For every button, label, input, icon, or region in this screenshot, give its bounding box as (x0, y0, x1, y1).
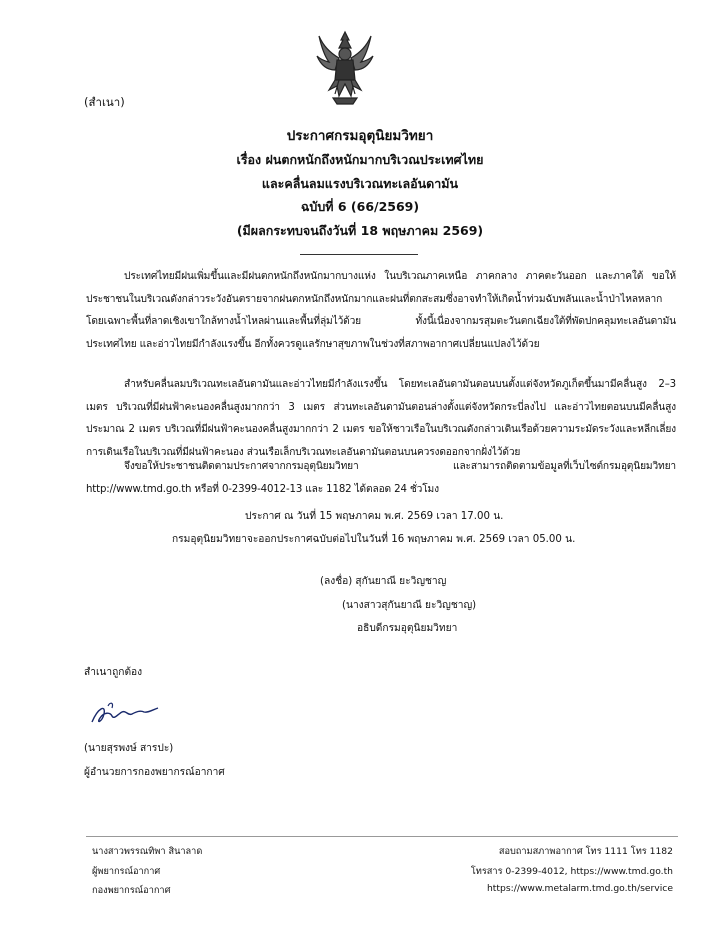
announcement-subject: เรื่อง ฝนตกหนักถึงหนักมากบริเวณประเทศไทย (236, 152, 484, 167)
handwritten-signature (88, 700, 162, 730)
signatory-position: อธิบดีกรมอุตุนิยมวิทยา (357, 623, 458, 634)
announcement-title: ประกาศกรมอุตุนิยมวิทยา (286, 128, 434, 144)
body-paragraph-waves: สำหรับคลื่นลมบริเวณทะเลอันดามันและอ่าวไทยมีกำลังแรงขึ้น โดยทะเลอันดามันตอนบนตั้งแต่จังหวัดภูเก็ตขึ้นมามีคลื่นสูง 2–3 เมตร บริเวณที่มีฝนฟ้าคะนองคลื่นสูงมากกว่า 3 เมตร ส่วนทะเลอันดามันตอนล่างตั้งแต่จังหวัดกระบี่ลงไป และอ่าวไทยตอนบนมีคลื่นสูงประมาณ 2 เมตร บริเวณที่มีฝนฟ้าคะนองคลื่นสูงมากกว่า 2 เมตร ขอให้ชาวเรือในบริเวณดังกล่าวเดินเรือด้วยความระมัดระวังและหลีกเลี่ยงการเดินเรือในบริเวณที่มีฝนฟ้าคะนอง ส่วนเรือเล็กบริเวณทะเลอันดามันตอนบนควรงดออกจากฝั่งไว้ด้วย (86, 379, 676, 458)
certified-copy-label: สำเนาถูกต้อง (84, 667, 143, 678)
footer-forecaster-name: นางสาวพรรณทิพา สินาลาด (92, 846, 203, 857)
issue-number: ฉบับที่ 6 (66/2569) (300, 199, 420, 214)
footer-divider (86, 836, 678, 837)
issued-datetime: ประกาศ ณ วันที่ 15 พฤษภาคม พ.ศ. 2569 เวลา 17.00 น. (245, 511, 504, 522)
body-paragraph-contact: จึงขอให้ประชาชนติดตามประกาศจากกรมอุตุนิยมวิทยา และสามารถติดตามข้อมูลที่เว็บไซต์กรมอุตุนิยมวิทยา http://www.tmd.go.th หรือที่ 0-2399-4012-13 และ 1182 ได้ตลอด 24 ชั่วโมง (86, 461, 676, 495)
announcement-subject-line2: และคลื่นลมแรงบริเวณทะเลอันดามัน (261, 176, 459, 191)
copy-tag: (สำเนา) (84, 95, 125, 109)
footer-division: กองพยากรณ์อากาศ (92, 885, 171, 896)
footer-forecaster-role: ผู้พยากรณ์อากาศ (92, 866, 161, 877)
effective-period: (มีผลกระทบจนถึงวันที่ 18 พฤษภาคม 2569) (236, 223, 484, 238)
header-divider (300, 254, 418, 255)
footer-fax-website: โทรสาร 0-2399-4012, https://www.tmd.go.th (470, 866, 673, 877)
certifier-position: ผู้อำนวยการกองพยากรณ์อากาศ (84, 767, 225, 778)
body-paragraph-rain: ประเทศไทยมีฝนเพิ่มขึ้นและมีฝนตกหนักถึงหนักมากบางแห่ง ในบริเวณภาคเหนือ ภาคกลาง ภาคตะวันออก และภาคใต้ ขอให้ประชาชนในบริเวณดังกล่าวระวังอันตรายจากฝนตกหนักถึงหนักมากและฝนที่ตกสะสมซึ่งอาจทำให้เกิดน้ำท่วมฉับพลันและน้ำป่าไหลหลาก โดยเฉพาะพื้นที่ลาดเชิงเขาใกล้ทางน้ำไหลผ่านและพื้นที่ลุ่มไว้ด้วย ทั้งนี้เนื่องจากมรสุมตะวันตกเฉียงใต้ที่พัดปกคลุมทะเลอันดามัน ประเทศไทย และอ่าวไทยมีกำลังแรงขึ้น อีกทั้งควรดูแลรักษาสุขภาพในช่วงที่สภาพอากาศเปลี่ยนแปลงไว้ด้วย (86, 271, 676, 350)
next-notice: กรมอุตุนิยมวิทยาจะออกประกาศฉบับต่อไปในวันที่ 16 พฤษภาคม พ.ศ. 2569 เวลา 05.00 น. (172, 534, 576, 545)
signature-line: (ลงชื่อ) สุกันยาณี ยะวิญชาญ (320, 576, 447, 587)
footer-service-link[interactable]: https://www.metalarm.tmd.go.th/service (486, 883, 673, 894)
garuda-emblem-icon (315, 28, 375, 106)
footer-hotline: สอบถามสภาพอากาศ โทร 1111 โทร 1182 (498, 846, 673, 857)
signatory-name: (นางสาวสุกันยาณี ยะวิญชาญ) (342, 600, 477, 611)
certifier-name: (นายสุรพงษ์ สารปะ) (84, 743, 174, 754)
